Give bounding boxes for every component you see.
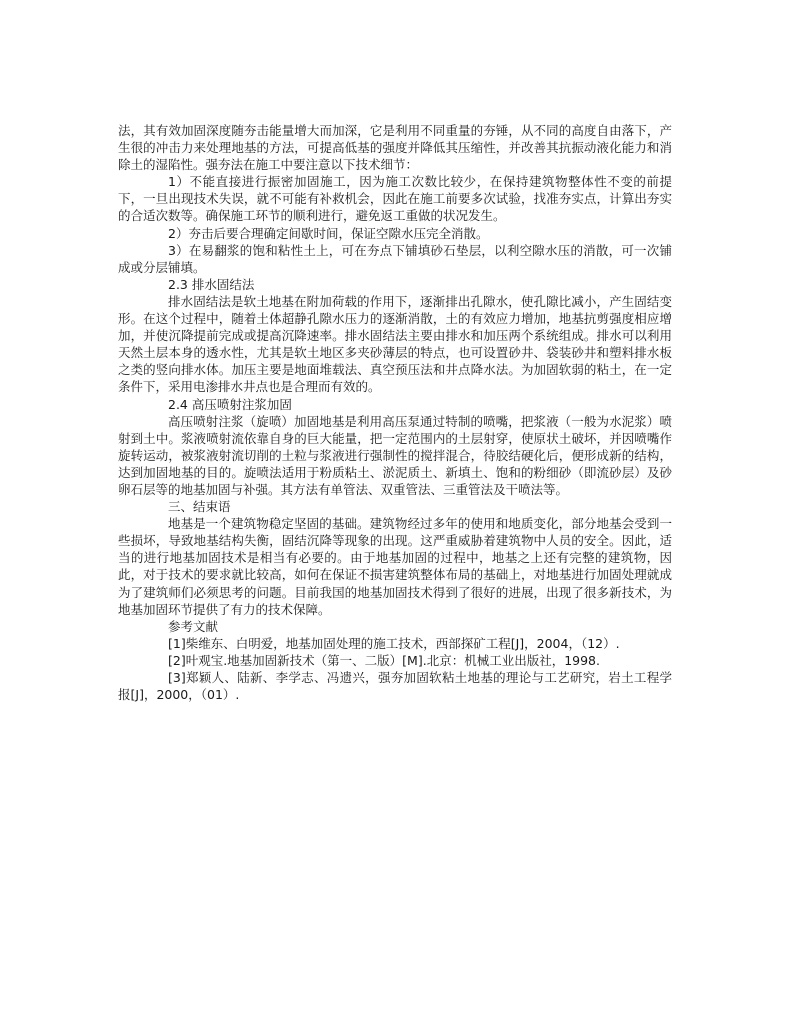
reference-item-3: [3]郑颖人、陆新、李学志、冯遗兴，强夯加固软粘土地基的理论与工艺研究，岩土工程学报[J]，2000，（01）. bbox=[118, 670, 672, 703]
intro-paragraph: 法，其有效加固深度随夯击能量增大而加深，它是利用不同重量的夯锤，从不同的高度自由落下，产生很的冲击力来处理地基的方法，可提高低基的强度并降低其压缩性，并改善其抗振动液化能力和消除土的湿陷性。强夯法在施工中要注意以下技术细节： bbox=[118, 123, 672, 173]
section-heading-2-4: 2.4 高压喷射注浆加固 bbox=[168, 396, 292, 412]
tip-3: 3）在易翻浆的饱和粘性土上，可在夯点下铺填砂石垫层，以利空隙水压的消散，可一次铺成或分层铺填。 bbox=[118, 242, 672, 275]
document-page bbox=[118, 122, 672, 703]
tip-1: 1）不能直接进行振密加固施工，因为施工次数比较少，在保持建筑物整体性不变的前提下，一旦出现技术失误，就不可能有补救机会，因此在施工前要多次试验，找准夯实点，计算出夯实的合适次数等。确保施工环节的顺利进行，避免返工重做的状况发生。 bbox=[118, 174, 672, 224]
section-body-2-4: 高压喷射注浆（旋喷）加固地基是利用高压泵通过特制的喷嘴，把浆液（一般为水泥浆）喷射到土中。浆液喷射流依靠自身的巨大能量，把一定范围内的土层射穿，使原状土破坏，并因喷嘴作旋转运动，被浆液射流切削的土粒与浆液进行强制性的搅拌混合，待胶结硬化后，便形成新的结构，达到加固地基的目的。旋喷法适用于粉质粘土、淤泥质土、新填土、饱和的粉细砂（即流砂层）及砂卵石层等的地基加固与补强。其方法有单管法、双重管法、三重管法及干喷法等。 bbox=[118, 413, 672, 497]
section-body-2-3: 排水固结法是软土地基在附加荷载的作用下，逐渐排出孔隙水，使孔隙比减小，产生固结变形。在这个过程中，随着土体超静孔隙水压力的逐渐消散，土的有效应力增加，地基抗剪强度相应增加，并使沉降提前完成或提高沉降速率。排水固结法主要由排水和加压两个系统组成。排水可以利用天然土层本身的透水性，尤其是软土地区多夹砂薄层的特点，也可设置砂井、袋装砂井和塑料排水板之类的竖向排水体。加压主要是地面堆载法、真空预压法和井点降水法。为加固软弱的粘土，在一定条件下，采用电渗排水井点也是合理而有效的。 bbox=[118, 293, 672, 395]
conclusion-body: 地基是一个建筑物稳定坚固的基础。建筑物经过多年的使用和地质变化，部分地基会受到一些损坏，导致地基结构失衡，固结沉降等现象的出现。这严重威胁着建筑物中人员的安全。因此，适当的进行地基加固技术是相当有必要的。由于地基加固的过程中，地基之上还有完整的建筑物，因此，对于技术的要求就比较高，如何在保证不损害建筑整体布局的基础上，对地基进行加固处理就成为了建筑师们必须思考的问题。目前我国的地基加固技术得到了很好的进展，出现了很多新技术，为地基加固环节提供了有力的技术保障。 bbox=[118, 516, 672, 617]
conclusion-heading: 三、结束语 bbox=[168, 499, 231, 515]
reference-item-1: [1]柴维东、白明爱，地基加固处理的施工技术，西部探矿工程[J]，2004，（12）. bbox=[168, 635, 620, 651]
references-heading: 参考文献 bbox=[168, 618, 219, 634]
section-heading-2-3: 2.3 排水固结法 bbox=[168, 276, 255, 292]
tip-2: 2）夯击后要合理确定间歇时间，保证空隙水压完全消散。 bbox=[168, 225, 489, 241]
reference-item-2: [2]叶观宝.地基加固新技术（第一、二版）[M].北京：机械工业出版社，1998. bbox=[168, 652, 600, 668]
